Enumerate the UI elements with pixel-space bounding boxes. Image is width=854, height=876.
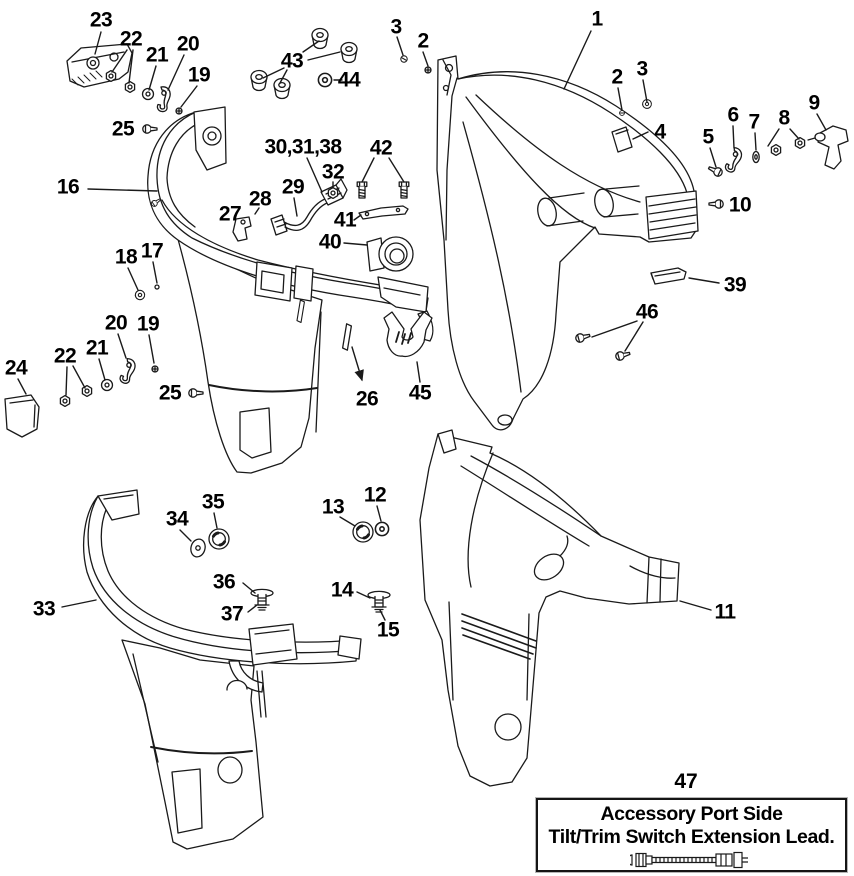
note-47-label: 47	[674, 770, 698, 793]
callout-22: 22	[119, 27, 143, 51]
plug-43-icon	[274, 79, 290, 99]
callout-15: 15	[376, 618, 400, 642]
screw-2-icon	[620, 111, 625, 116]
callout-46: 46	[635, 300, 659, 324]
pin-17-icon	[155, 285, 159, 289]
extension-lead-icon	[630, 850, 754, 870]
callout-27: 27	[218, 202, 242, 226]
pad-24-icon	[5, 395, 39, 437]
screw-10-icon	[709, 200, 723, 208]
callout-34: 34	[165, 507, 189, 531]
nut-22-icon	[106, 71, 115, 82]
callout-19: 19	[136, 312, 160, 336]
callout-21: 21	[85, 336, 109, 360]
screw-2-icon	[425, 67, 431, 73]
washer-21-icon	[102, 380, 113, 391]
screw-46-icon	[575, 331, 591, 343]
hook-20-icon	[119, 358, 136, 385]
nut-22-icon	[60, 396, 69, 407]
callout-39: 39	[723, 273, 747, 297]
callout-40: 40	[318, 230, 342, 254]
callout-35: 35	[201, 490, 225, 514]
callout-22: 22	[53, 344, 77, 368]
nut-8-icon	[795, 138, 804, 149]
callout-37: 37	[220, 602, 244, 626]
washer-12-icon	[375, 522, 388, 535]
washer-18-icon	[134, 289, 146, 301]
callout-19: 19	[187, 63, 211, 87]
latch-39-icon	[651, 268, 686, 284]
nut-22-icon	[125, 82, 134, 93]
callout-26: 26	[355, 387, 379, 411]
callout-29: 29	[281, 175, 305, 199]
callout-33: 33	[32, 597, 56, 621]
callout-18: 18	[114, 245, 138, 269]
callout-1: 1	[591, 7, 603, 31]
callout-36: 36	[212, 570, 236, 594]
nut-8-icon	[771, 145, 780, 156]
callout-11: 11	[714, 600, 736, 624]
callout-45: 45	[408, 381, 432, 405]
callout-20: 20	[104, 311, 128, 335]
plug-43-icon	[341, 43, 357, 63]
screw-25-icon	[189, 389, 203, 397]
callout-14: 14	[330, 578, 354, 602]
washer-34-icon	[189, 537, 207, 558]
clamp-45-icon	[384, 312, 432, 356]
callout-4: 4	[654, 120, 666, 144]
callout-21: 21	[145, 43, 169, 67]
washer-7-icon	[753, 152, 759, 163]
screw-3-icon	[400, 55, 409, 64]
callout-8: 8	[778, 106, 790, 130]
callout-28: 28	[248, 187, 272, 211]
callout-2: 2	[417, 29, 429, 53]
callout-41: 41	[333, 208, 357, 232]
callout-10: 10	[728, 193, 752, 217]
washer-21-icon	[143, 89, 154, 100]
pin-26-icon	[342, 324, 351, 351]
callout-43: 43	[280, 49, 304, 73]
bolt-42-icon	[399, 182, 409, 198]
callout-20: 20	[176, 32, 200, 56]
callout-3: 3	[390, 15, 402, 39]
callout-2: 2	[611, 65, 623, 89]
callout-32: 32	[321, 160, 345, 184]
starboard-upper-cowling	[148, 107, 433, 473]
callout-9: 9	[808, 91, 820, 115]
callout-25: 25	[158, 381, 182, 405]
screw-19-icon	[152, 366, 158, 372]
callout-7: 7	[748, 110, 760, 134]
hook-6-icon	[724, 147, 743, 174]
grommet-35-icon	[209, 529, 229, 549]
grommet-13-icon	[353, 522, 373, 542]
strip-41-icon	[359, 206, 408, 219]
callout-42: 42	[369, 136, 393, 160]
callout-25: 25	[111, 117, 135, 141]
port-lower-cowling	[420, 430, 679, 786]
callout-3: 3	[636, 57, 648, 81]
accessory-note-box	[536, 798, 847, 872]
note-line-2: Tilt/Trim Switch Extension Lead.	[548, 826, 835, 848]
callout-16: 16	[56, 175, 80, 199]
clip-14-15-icon	[368, 591, 390, 612]
callout-5: 5	[702, 125, 714, 149]
callout-13: 13	[321, 495, 345, 519]
callout-12: 12	[363, 483, 387, 507]
screw-19-icon	[176, 108, 182, 114]
callout-30-31-38: 30,31,38	[264, 135, 342, 159]
screw-46-icon	[615, 349, 631, 361]
callout-17: 17	[140, 239, 164, 263]
bolt-42-icon	[357, 182, 367, 198]
plug-43-icon	[312, 29, 328, 49]
callout-24: 24	[4, 356, 28, 380]
washer-44-icon	[318, 73, 331, 86]
callout-23: 23	[89, 8, 113, 32]
bracket-9-icon	[808, 126, 848, 169]
callout-44: 44	[337, 68, 361, 92]
screw-25-icon	[143, 125, 157, 133]
callout-6: 6	[727, 103, 739, 127]
port-upper-cowling	[437, 56, 698, 430]
note-line-1: Accessory Port Side	[600, 803, 783, 825]
nut-32-icon	[328, 188, 337, 199]
plug-43-icon	[251, 71, 267, 91]
